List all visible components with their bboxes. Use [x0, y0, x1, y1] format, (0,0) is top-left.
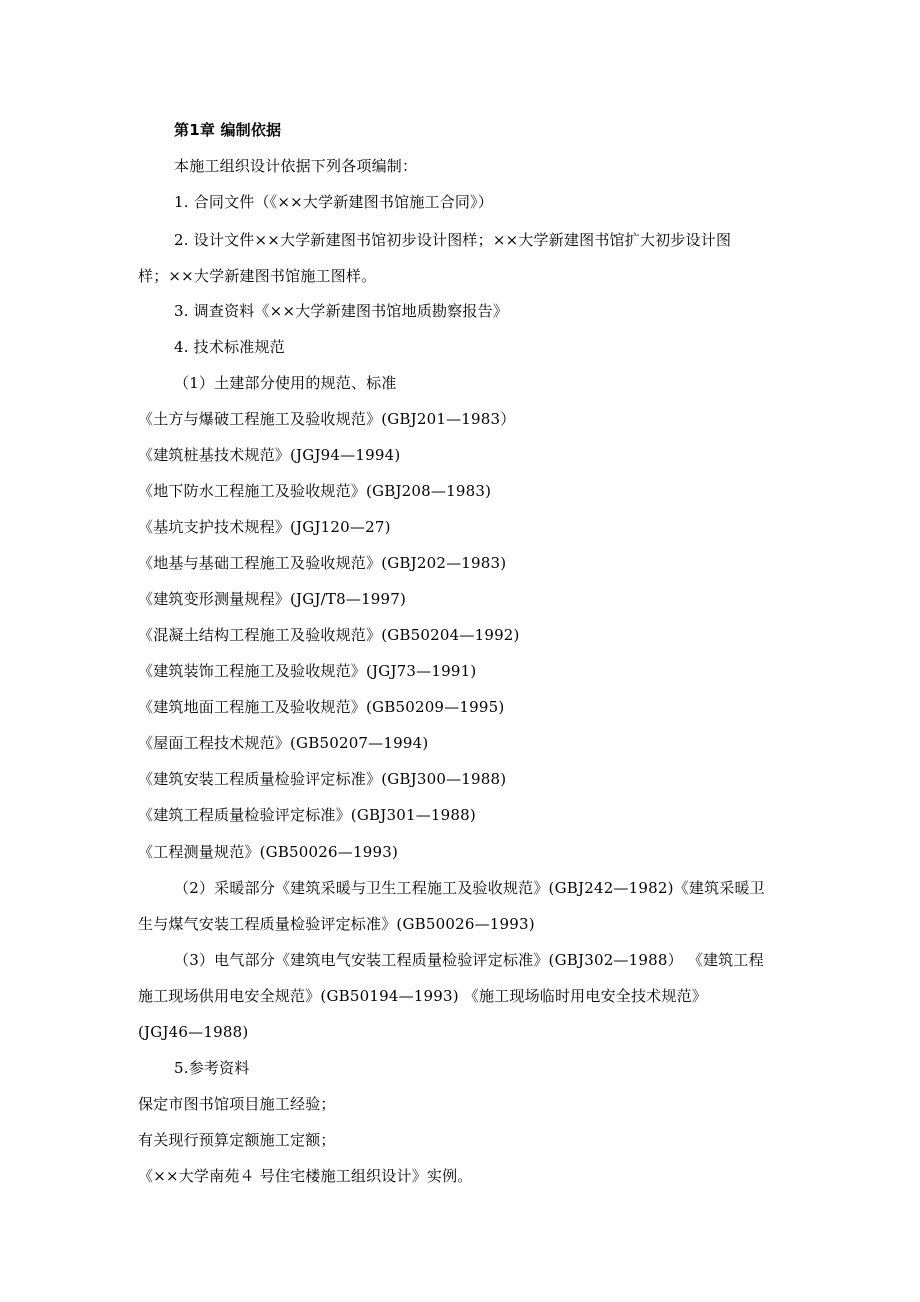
item-technical-standards: 4. 技术标准规范 — [174, 338, 285, 356]
civil-standard-item: 《建筑工程质量检验评定标准》(GBJ301—1988) — [138, 806, 476, 824]
item-design-documents-line1: 2. 设计文件××大学新建图书馆初步设计图样；××大学新建图书馆扩大初步设计图 — [174, 231, 732, 249]
civil-standard-item: 《建筑桩基技术规范》(JGJ94—1994) — [138, 446, 401, 464]
civil-standard-item: 《建筑地面工程施工及验收规范》(GB50209—1995) — [138, 698, 505, 716]
civil-subsection-title: （1）土建部分使用的规范、标准 — [174, 374, 397, 392]
civil-standard-item: 《混凝土结构工程施工及验收规范》(GB50204—1992) — [138, 626, 520, 644]
heating-subsection-line2: 生与煤气安装工程质量检验评定标准》(GB50026—1993) — [138, 915, 535, 933]
reference-item: 《××大学南苑４ 号住宅楼施工组织设计》实例。 — [138, 1167, 473, 1185]
civil-standard-item: 《建筑变形测量规程》(JGJ/T8—1997) — [138, 590, 407, 608]
intro-text: 本施工组织设计依据下列各项编制： — [174, 157, 418, 175]
civil-standard-item: 《建筑装饰工程施工及验收规范》(JGJ73—1991) — [138, 662, 477, 680]
chapter-heading: 第1章 编制依据 — [174, 121, 282, 139]
civil-standard-item: 《屋面工程技术规范》(GB50207—1994) — [138, 734, 429, 752]
civil-standard-item: 《地基与基础工程施工及验收规范》(GBJ202—1983) — [138, 554, 507, 572]
item-survey-materials: 3. 调查资料《××大学新建图书馆地质勘察报告》 — [174, 302, 509, 320]
electrical-subsection-line1: （3）电气部分《建筑电气安装工程质量检验评定标准》(GBJ302—1988） 《建筑工程 — [174, 951, 764, 969]
item-contract-documents: 1. 合同文件（《××大学新建图书馆施工合同》） — [174, 193, 494, 211]
civil-standard-item: 《地下防水工程施工及验收规范》(GBJ208—1983) — [138, 482, 492, 500]
reference-item: 有关现行预算定额施工定额； — [138, 1131, 336, 1149]
civil-standard-item: 《基坑支护技术规程》(JGJ120—27) — [138, 518, 391, 536]
electrical-subsection-line3: (JGJ46—1988) — [138, 1023, 249, 1041]
item-design-documents-line2: 样；××大学新建图书馆施工图样。 — [138, 267, 377, 285]
civil-standard-item: 《建筑安装工程质量检验评定标准》(GBJ300—1988) — [138, 770, 507, 788]
civil-standard-item: 《工程测量规范》(GB50026—1993) — [138, 843, 399, 861]
item-references: 5.参考资料 — [174, 1059, 250, 1077]
electrical-subsection-line2: 施工现场供用电安全规范》(GB50194—1993) 《施工现场临时用电安全技术规范》 — [138, 987, 707, 1005]
reference-item: 保定市图书馆项目施工经验； — [138, 1095, 336, 1113]
civil-standard-item: 《土方与爆破工程施工及验收规范》(GBJ201—1983） — [138, 410, 516, 428]
heating-subsection-line1: （2）采暖部分《建筑采暖与卫生工程施工及验收规范》(GBJ242—1982)《建筑采暖卫 — [174, 879, 765, 897]
